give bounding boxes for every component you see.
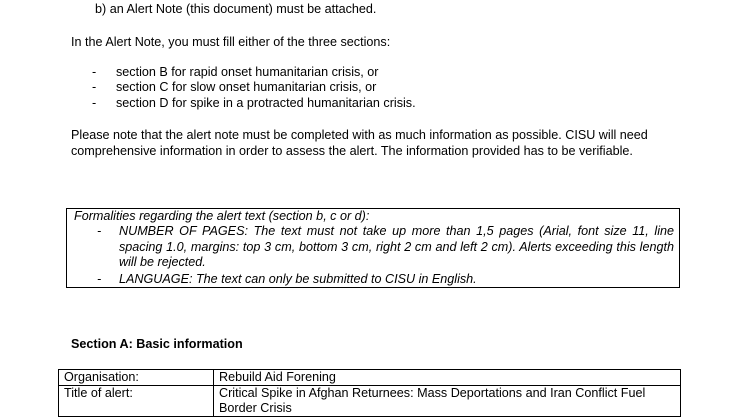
- list-dash: -: [97, 272, 102, 286]
- list-dash: -: [92, 65, 97, 79]
- table-cell-label: Organisation:: [59, 370, 214, 386]
- list-dash: -: [92, 80, 97, 94]
- list-item-text: section B for rapid onset humanitarian crisis, or: [116, 65, 379, 79]
- list-dash: -: [97, 224, 102, 238]
- table-cell-label: Title of alert:: [59, 386, 214, 417]
- formalities-title: Formalities regarding the alert text (section b, c or d):: [74, 209, 370, 223]
- table-cell-value: Rebuild Aid Forening: [214, 370, 681, 386]
- formalities-item-language: LANGUAGE: The text can only be submitted to CISU in English.: [119, 272, 477, 286]
- list-item-text: section C for slow onset humanitarian crisis, or: [116, 80, 377, 94]
- basic-info-table: [58, 369, 681, 417]
- formalities-item-pages: NUMBER OF PAGES: The text must not take up more than 1,5 pages (Arial, font size 11, line spacing 1.0, margins: top 3 cm, bottom 3 cm, right 2 cm and left 2 cm). Alerts exceeding this length will be rejected.: [119, 224, 674, 270]
- table-row: [59, 370, 681, 386]
- table-cell-value: Critical Spike in Afghan Returnees: Mass Deportations and Iran Conflict Fuel Border Crisis: [214, 386, 681, 417]
- list-item-text: section D for spike in a protracted humanitarian crisis.: [116, 96, 416, 110]
- intro-item-b: b) an Alert Note (this document) must be attached.: [95, 2, 377, 16]
- sections-intro: In the Alert Note, you must fill either of the three sections:: [71, 35, 391, 49]
- list-dash: -: [92, 96, 97, 110]
- note-paragraph: Please note that the alert note must be completed with as much information as possible. CISU will need comprehensive information in order to assess the alert. The information provided has to be verifiable.: [71, 128, 648, 158]
- section-a-heading: Section A: Basic information: [71, 337, 243, 351]
- table-row: [59, 386, 681, 417]
- formalities-box: [66, 208, 680, 288]
